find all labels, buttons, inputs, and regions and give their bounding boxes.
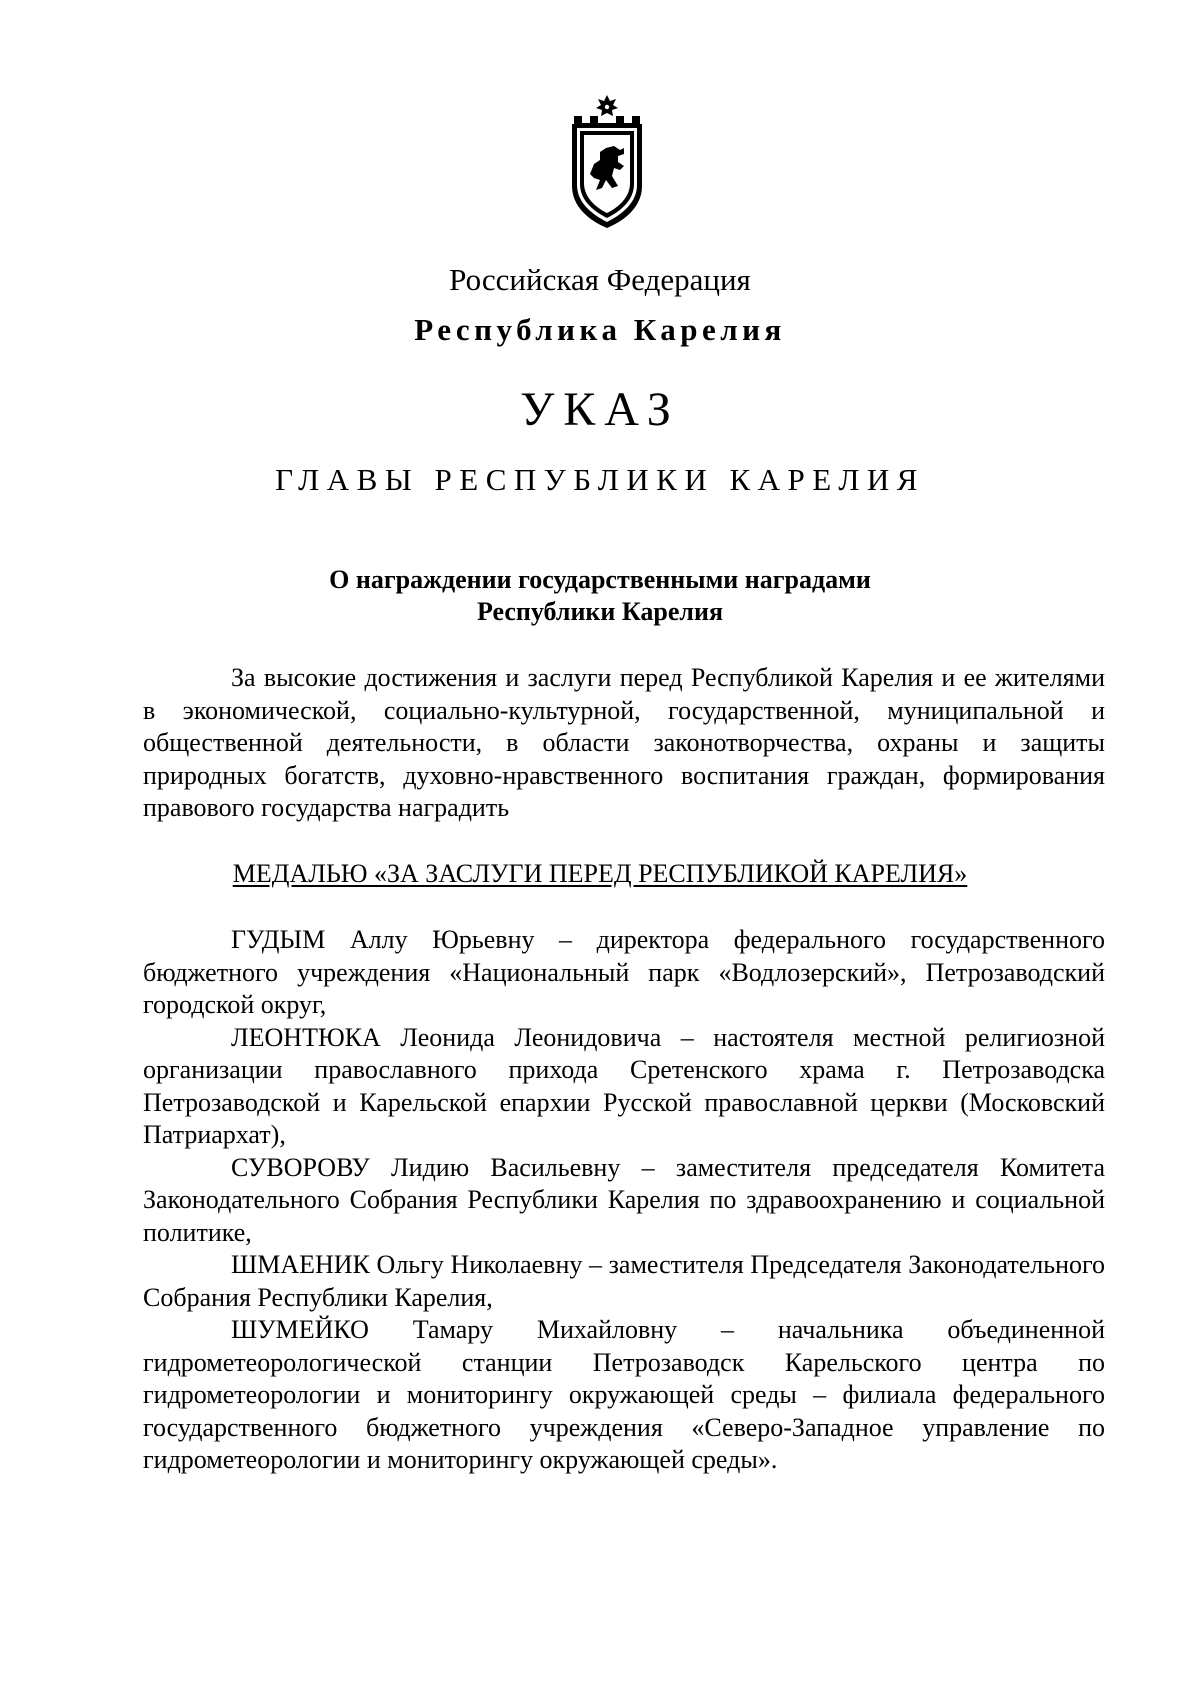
intro-section: [143, 662, 1105, 825]
awardee-paragraph: ШУМЕЙКО Тамару Михайловну – начальника объединенной гидрометеорологической станции Петрозаводск Карельского центра по гидрометеорологии и мониторингу окружающей среды – филиала федерального государственного бюджетного учреждения «Северо-Западное управление по гидрометеорологии и мониторингу окружающей среды».: [143, 1315, 1105, 1474]
document-type: УКАЗ: [520, 383, 680, 436]
award-title: [0, 858, 1200, 890]
awardee-paragraph: ШМАЕНИК Ольгу Николаевну – заместителя Председателя Законодательного Собрания Республики Карелия,: [143, 1250, 1105, 1312]
document-subject: [0, 564, 1200, 628]
intro-paragraph: За высокие достижения и заслуги перед Республикой Карелия и ее жителями в экономической, социально-культурной, государственной, муниципальной и общественной деятельности, в области законотворчества, охраны и защиты природных богатств, духовно-нравственного воспитания граждан, формирования правового государства наградить: [143, 663, 1105, 822]
awardee-paragraph: СУВОРОВУ Лидию Васильевну – заместителя председателя Комитета Законодательного Собрания Республики Карелия по здравоохранению и социальной политике,: [143, 1152, 1105, 1247]
karelia-coat-of-arms-icon: [566, 94, 648, 230]
awardees-list: [143, 924, 1105, 1477]
document-issuer: ГЛАВЫ РЕСПУБЛИКИ КАРЕЛИЯ: [275, 462, 925, 497]
awardee-paragraph: ГУДЫМ Аллу Юрьевну – директора федерального государственного бюджетного учреждения «Национальный парк «Водлозерский», Петрозаводский городской округ,: [143, 925, 1105, 1019]
republic-name: Республика Карелия: [414, 312, 786, 347]
award-title-text: МЕДАЛЬЮ «ЗА ЗАСЛУГИ ПЕРЕД РЕСПУБЛИКОЙ КАРЕЛИЯ»: [232, 859, 968, 888]
awardee-paragraph: ЛЕОНТЮКА Леонида Леонидовича – настоятеля местной религиозной организации православного прихода Сретенского храма г. Петрозаводска Петрозаводской и Карельской епархии Русской православной церкви (Московский Патриархат),: [143, 1022, 1105, 1149]
country-name: Российская Федерация: [449, 262, 751, 297]
subject-line-1: О награждении государственными наградами: [329, 565, 871, 594]
subject-line-2: Республики Карелия: [476, 597, 724, 626]
